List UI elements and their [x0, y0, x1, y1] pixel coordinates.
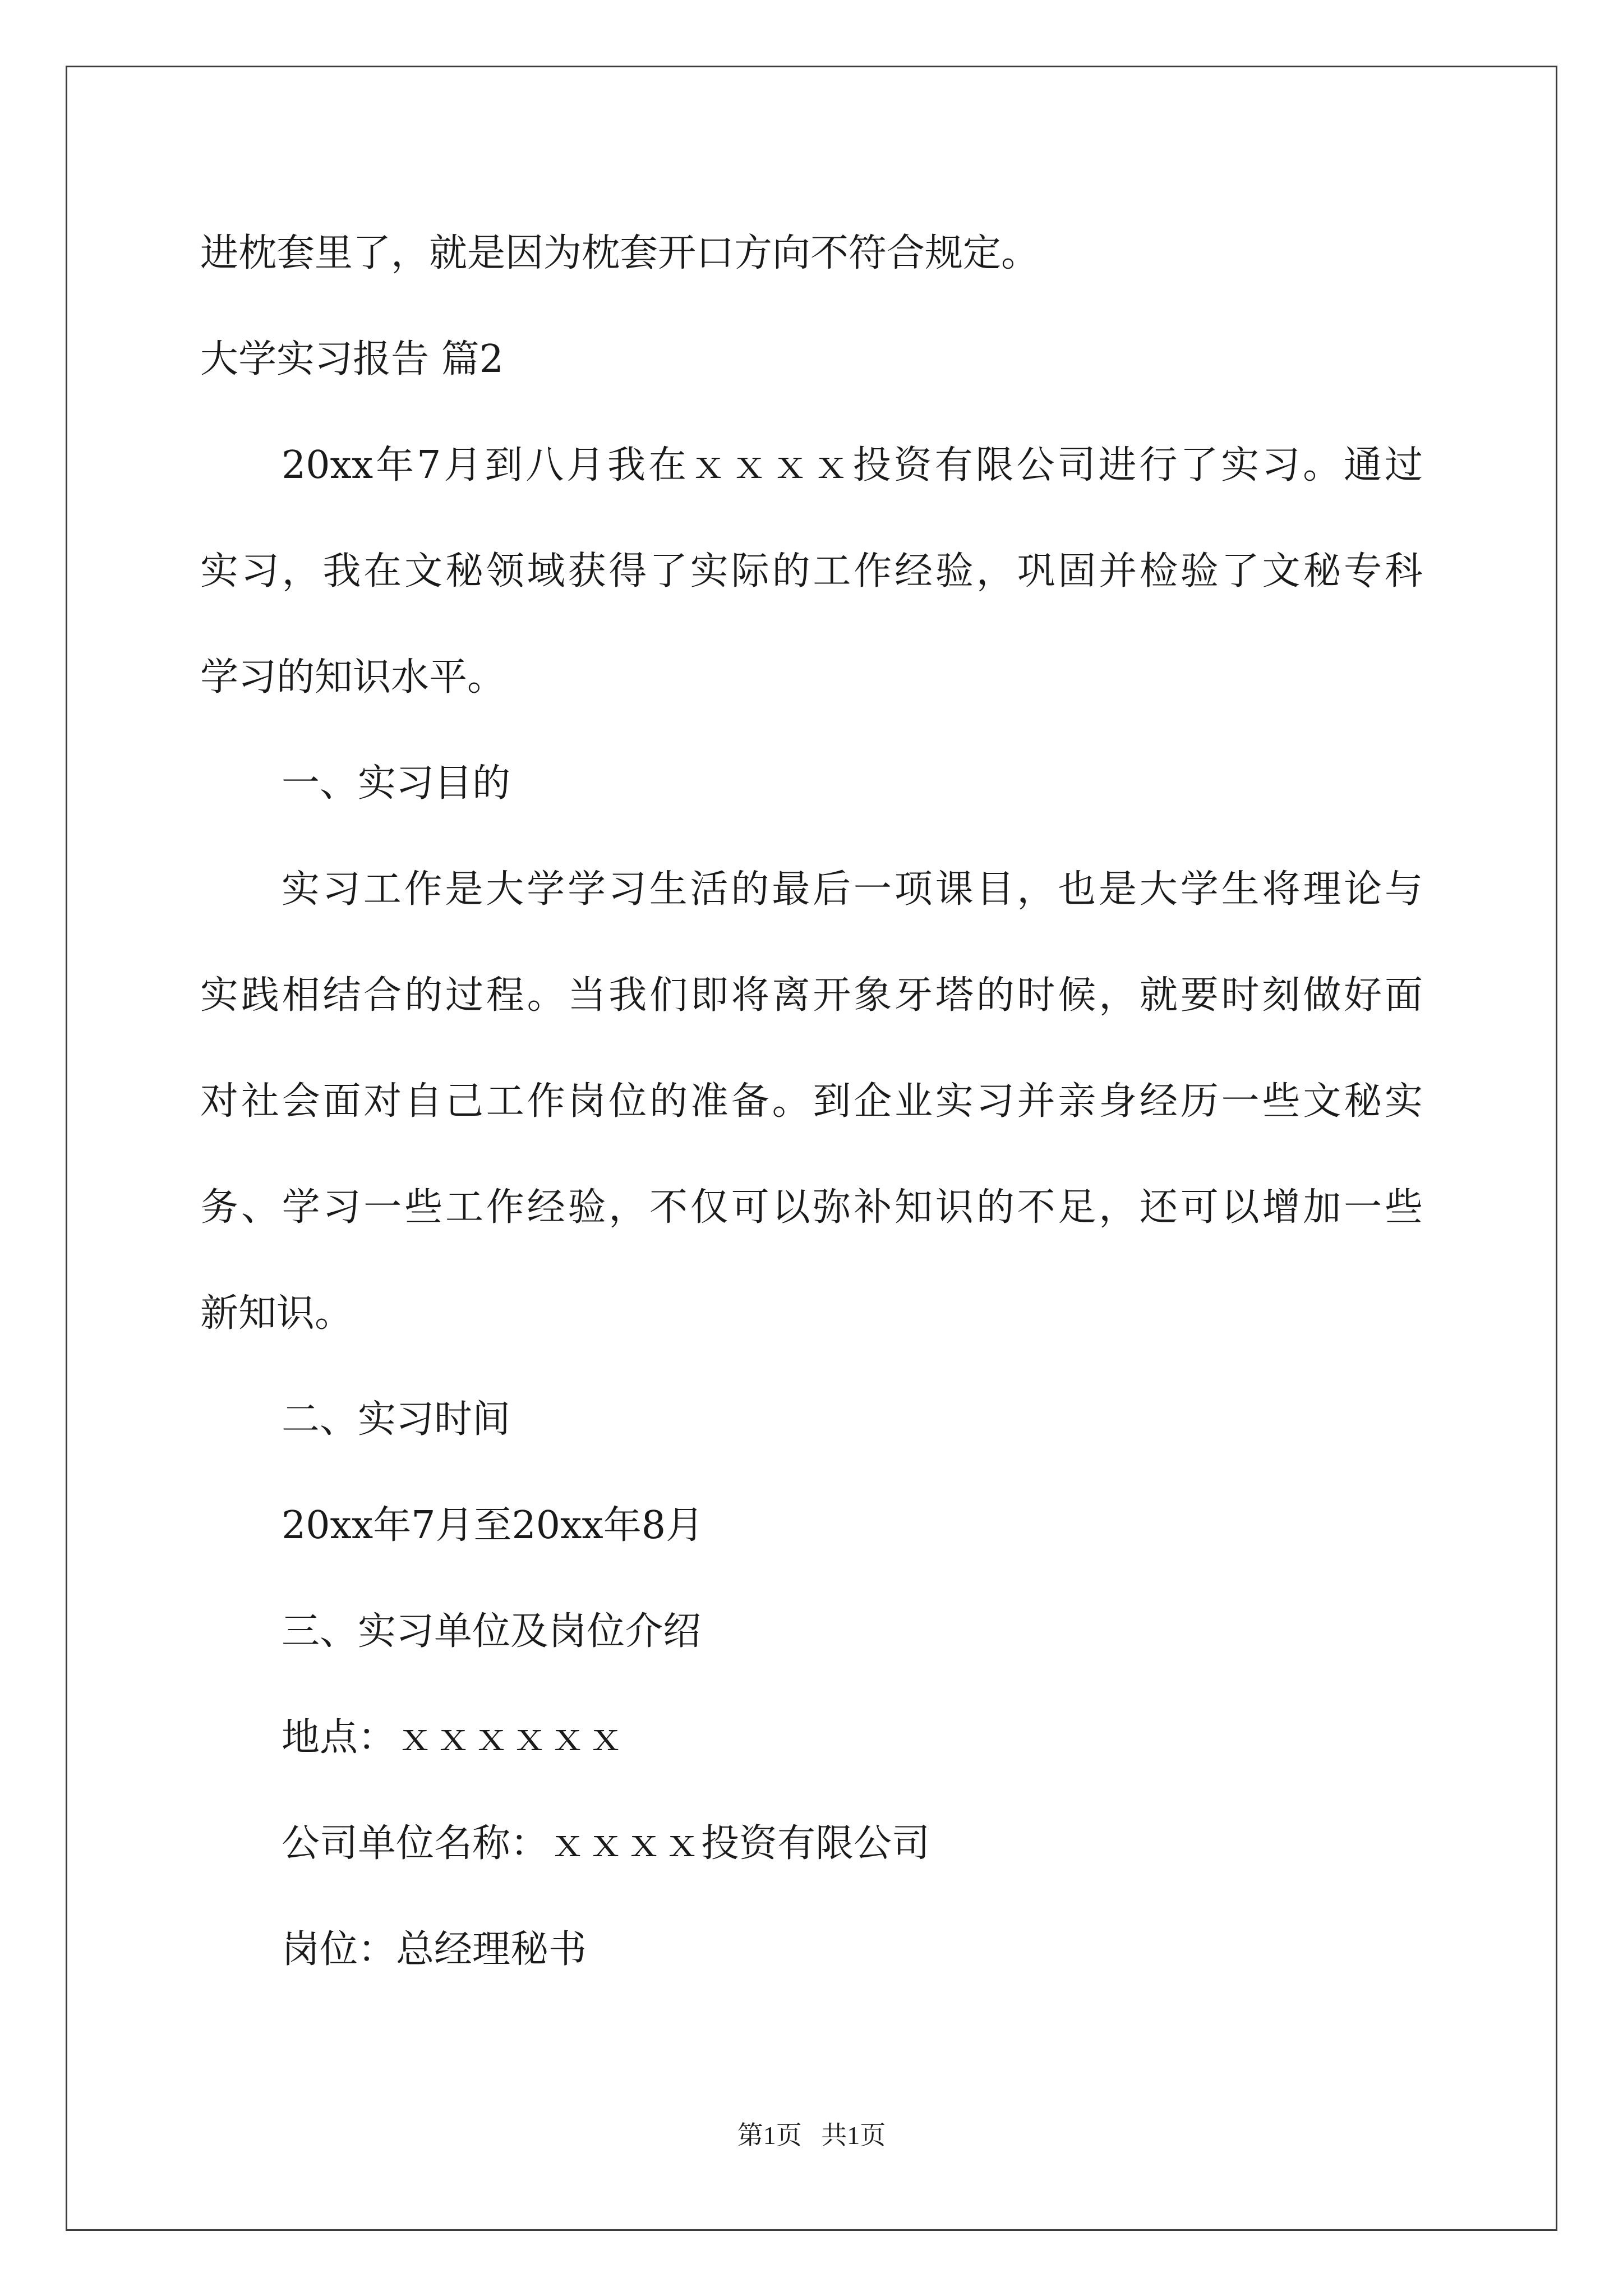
- paragraph-line: 新知识。: [200, 1291, 353, 1336]
- paragraph-line: 实习工作是大学学习生活的最后一项课目，也是大学生将理论与: [282, 867, 1423, 912]
- paragraph-line: 20xx年7月至20xx年8月: [282, 1503, 704, 1548]
- page-border: [66, 66, 1557, 2231]
- section-heading: 三、实习单位及岗位介绍: [282, 1609, 702, 1654]
- paragraph-line: 务、学习一些工作经验，不仅可以弥补知识的不足，还可以增加一些: [200, 1185, 1423, 1230]
- paragraph-line: 对社会面对自己工作岗位的准备。到企业实习并亲身经历一些文秘实: [200, 1079, 1423, 1124]
- paragraph-line: 实践相结合的过程。当我们即将离开象牙塔的时候，就要时刻做好面: [200, 973, 1423, 1018]
- section-heading: 一、实习目的: [282, 761, 511, 806]
- page-number-footer: 第1页 共1页: [737, 2121, 886, 2150]
- paragraph-line: 实习，我在文秘领域获得了实际的工作经验，巩固并检验了文秘专科: [200, 549, 1423, 593]
- paragraph-line: 地点：ｘｘｘｘｘｘ: [282, 1715, 625, 1760]
- section-heading: 二、实习时间: [282, 1397, 511, 1442]
- paragraph-line: 岗位：总经理秘书: [282, 1927, 587, 1972]
- paragraph-line: 公司单位名称：ｘｘｘｘ投资有限公司: [282, 1821, 930, 1866]
- section-title: 大学实习报告 篇2: [200, 337, 504, 381]
- paragraph-line: 进枕套里了，就是因为枕套开口方向不符合规定。: [200, 231, 1040, 275]
- paragraph-line: 学习的知识水平。: [200, 655, 506, 700]
- paragraph-line: 20xx年7月到八月我在ｘｘｘｘ投资有限公司进行了实习。通过: [282, 443, 1423, 487]
